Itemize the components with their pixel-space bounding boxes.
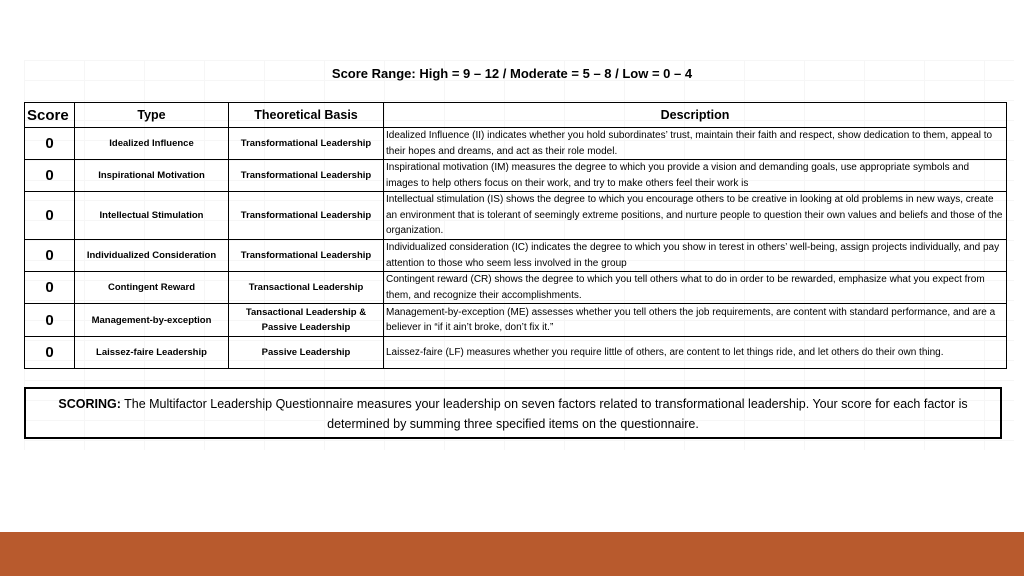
basis-cell[interactable]: Passive Leadership	[229, 337, 384, 369]
column-header-basis: Theoretical Basis	[229, 103, 384, 128]
type-cell[interactable]: Inspirational Motivation	[75, 160, 229, 192]
table-header-row	[25, 103, 1007, 128]
basis-cell[interactable]: Transactional Leadership	[229, 272, 384, 304]
column-header-type: Type	[75, 103, 229, 128]
description-cell[interactable]: Intellectual stimulation (IS) shows the degree to which you encourage others to be creative in looking at old problems in new ways, create an environment that is tolerant of seemingly extreme positions, and nurture people to question their own values and beliefs and those of the organization.	[384, 192, 1007, 240]
description-cell[interactable]: Individualized consideration (IC) indicates the degree to which you show in terest in others’ well-being, assign projects individually, and pay attention to those who seem less involved in the group	[384, 240, 1007, 272]
score-cell[interactable]: 0	[25, 160, 75, 192]
type-cell[interactable]: Intellectual Stimulation	[75, 192, 229, 240]
description-cell[interactable]: Laissez-faire (LF) measures whether you require little of others, are content to let things ride, and let others do their own thing.	[384, 337, 1007, 369]
score-cell[interactable]: 0	[25, 192, 75, 240]
basis-cell[interactable]: Transformational Leadership	[229, 240, 384, 272]
scoring-note	[24, 387, 1002, 439]
leadership-table	[24, 102, 1007, 369]
table-row	[25, 192, 1007, 240]
description-cell[interactable]: Inspirational motivation (IM) measures the degree to which you provide a vision and demanding goals, use appropriate symbols and images to help others focus on their work, and try to make others feel their work is	[384, 160, 1007, 192]
footer-band	[0, 532, 1024, 576]
type-cell[interactable]: Laissez-faire Leadership	[75, 337, 229, 369]
basis-cell[interactable]: Transformational Leadership	[229, 128, 384, 160]
description-cell[interactable]: Idealized Influence (II) indicates whether you hold subordinates’ trust, maintain their faith and respect, show dedication to them, appeal to their hopes and dreams, and act as their role model.	[384, 128, 1007, 160]
table-row	[25, 160, 1007, 192]
score-cell[interactable]: 0	[25, 240, 75, 272]
score-cell[interactable]: 0	[25, 337, 75, 369]
type-cell[interactable]: Management-by-exception	[75, 304, 229, 337]
table-row	[25, 128, 1007, 160]
description-cell[interactable]: Contingent reward (CR) shows the degree to which you tell others what to do in order to be rewarded, emphasize what you expect from them, and recognize their accomplishments.	[384, 272, 1007, 304]
type-cell[interactable]: Contingent Reward	[75, 272, 229, 304]
basis-cell[interactable]: Tansactional Leadership & Passive Leadership	[229, 304, 384, 337]
score-cell[interactable]: 0	[25, 304, 75, 337]
type-cell[interactable]: Idealized Influence	[75, 128, 229, 160]
score-range-title: Score Range: High = 9 – 12 / Moderate = 5 – 8 / Low = 0 – 4	[331, 66, 693, 81]
scoring-text: The Multifactor Leadership Questionnaire measures your leadership on seven factors related to transformational leadership. Your score for each factor is determined by summing three specified items on the questionnaire.	[124, 397, 968, 431]
score-cell[interactable]: 0	[25, 272, 75, 304]
column-header-description: Description	[384, 103, 1007, 128]
table-row	[25, 240, 1007, 272]
scoring-label: SCORING:	[58, 397, 121, 411]
type-cell[interactable]: Individualized Consideration	[75, 240, 229, 272]
description-cell[interactable]: Management-by-exception (ME) assesses whether you tell others the job requirements, are content with standard performance, and are a believer in “if it ain’t broke, don’t fix it.”	[384, 304, 1007, 337]
column-header-score: Score	[25, 103, 75, 128]
score-cell[interactable]: 0	[25, 128, 75, 160]
table-row	[25, 337, 1007, 369]
basis-cell[interactable]: Transformational Leadership	[229, 192, 384, 240]
basis-cell[interactable]: Transformational Leadership	[229, 160, 384, 192]
table-row	[25, 304, 1007, 337]
table-row	[25, 272, 1007, 304]
